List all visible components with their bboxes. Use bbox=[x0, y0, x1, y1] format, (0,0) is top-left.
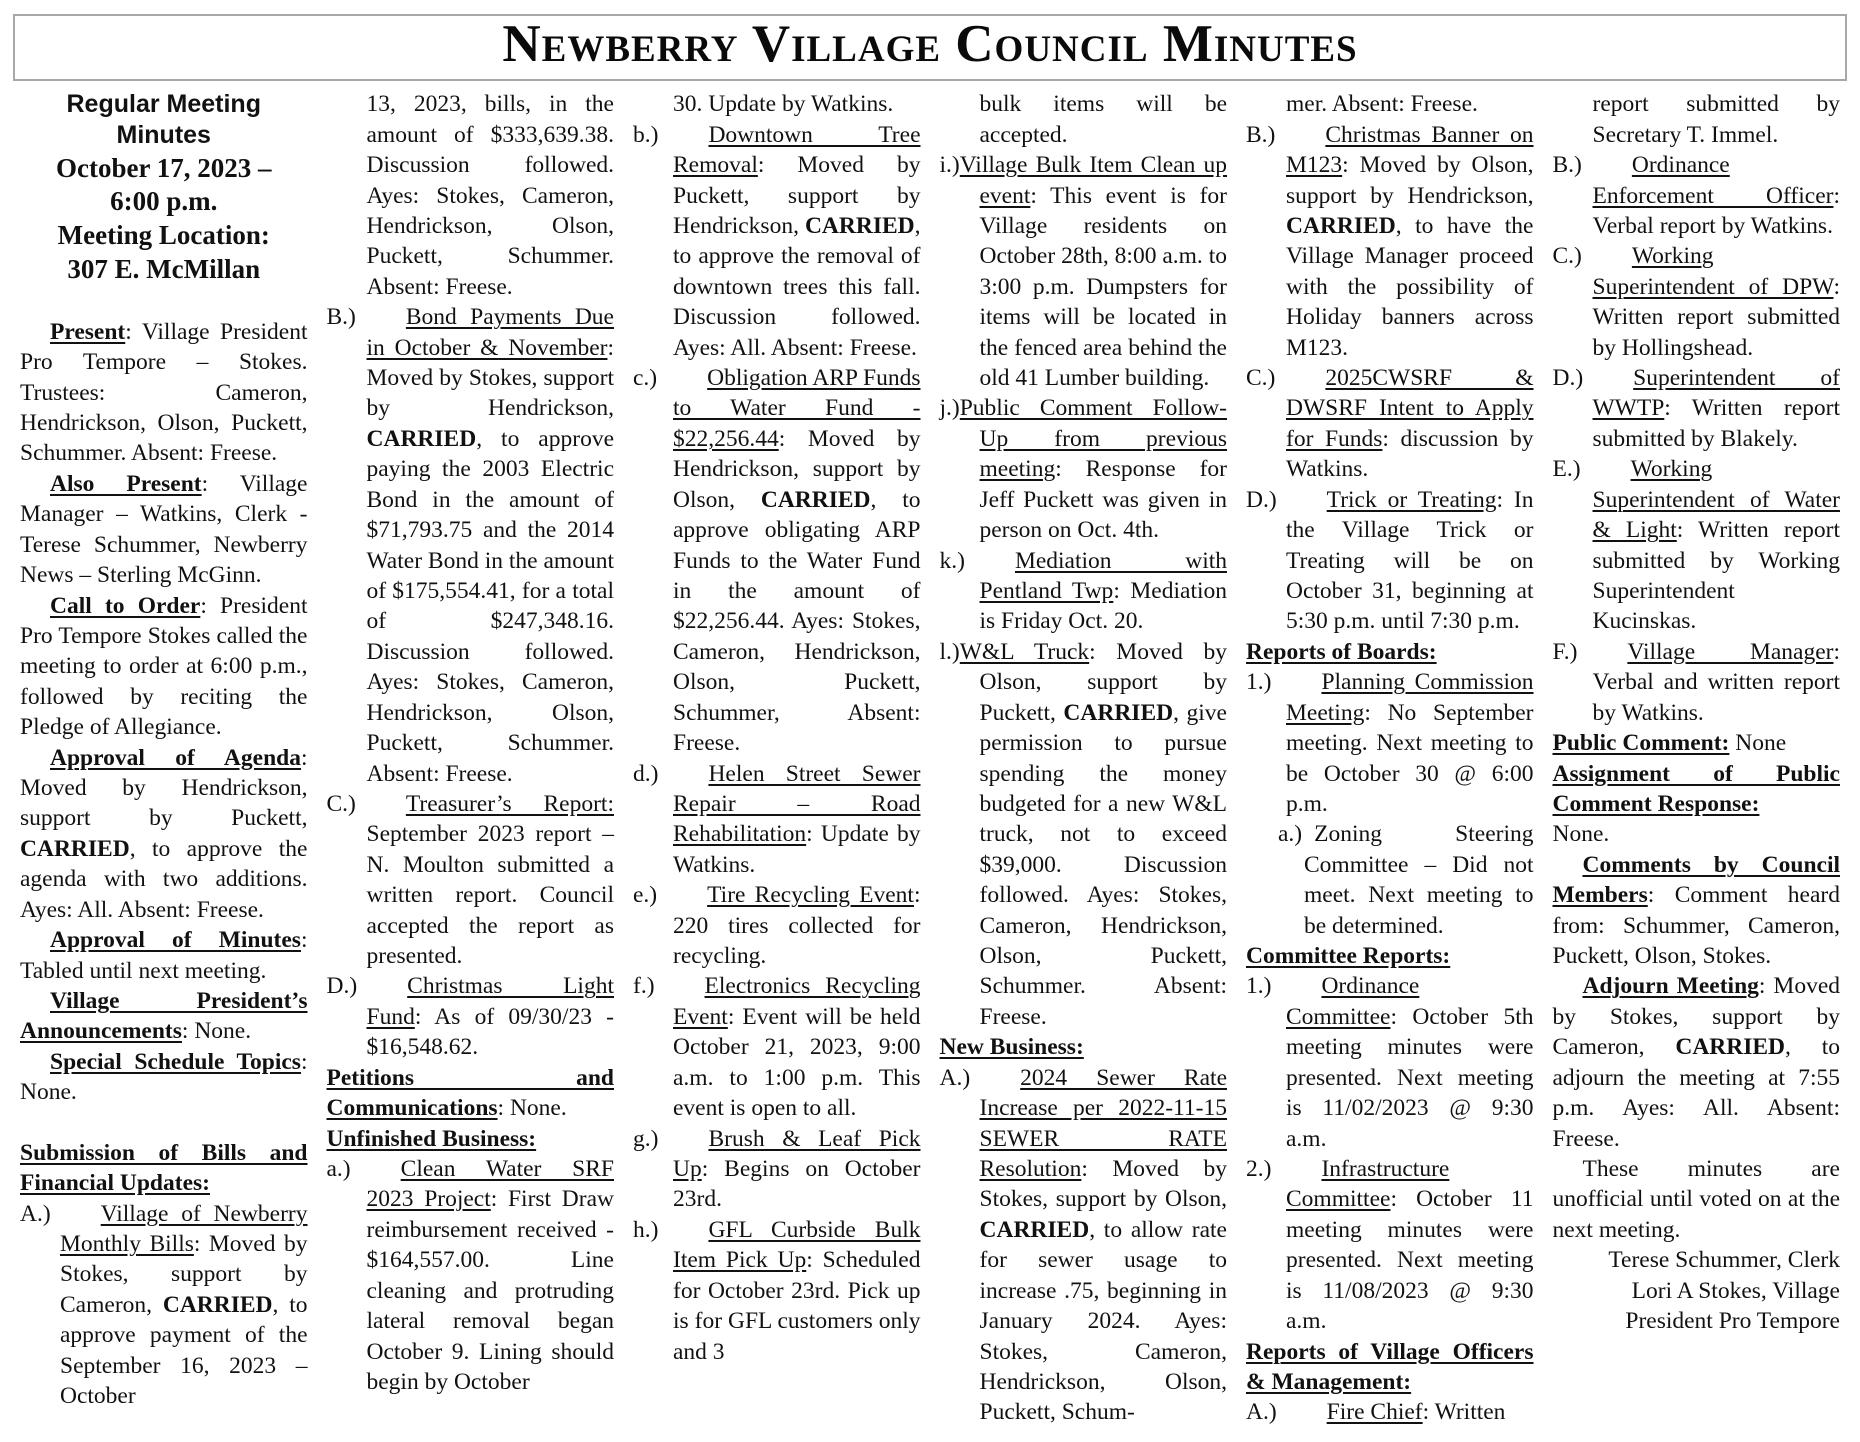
paragraph-continuation bbox=[327, 89, 615, 302]
underlined-text: 2024 Sewer Rate Increase per 2022-11-15 SEWER RATE Resolution bbox=[979, 1064, 1227, 1182]
text-run: : First Draw reimbursement received - $164,557.00. Line cleaning and protruding lateral removal began October 9. Lining should begin by October bbox=[366, 1186, 614, 1395]
underlined-text: GFL Curbside Bulk Item Pick Up bbox=[673, 1216, 921, 1274]
meeting-header bbox=[20, 89, 308, 287]
text-run: Lori A Stokes, Village President Pro Tempore bbox=[1625, 1277, 1840, 1335]
list-item bbox=[1553, 150, 1841, 241]
bold-text: CARRIED bbox=[1675, 1034, 1786, 1061]
text-run: : Scheduled for October 23rd. Pick up is for GFL customers only and 3 bbox=[673, 1247, 921, 1365]
paragraph bbox=[20, 986, 308, 1047]
paragraph-continuation bbox=[1246, 89, 1534, 119]
underlined-text: Unfinished Business: bbox=[326, 1125, 537, 1152]
list-item-label: 1.) bbox=[1246, 669, 1272, 696]
underlined-text: Reports of Boards: bbox=[1246, 638, 1437, 665]
list-item bbox=[327, 789, 615, 972]
meeting-header-line: Meeting Location: bbox=[57, 220, 270, 251]
list-item bbox=[1246, 819, 1534, 941]
text-run: report submitted by Secretary T. Immel. bbox=[1592, 91, 1840, 148]
list-item bbox=[327, 302, 615, 789]
underlined-text: Ordinance Committee bbox=[1286, 973, 1420, 1030]
underlined-text: Brush & Leaf Pick Up bbox=[673, 1125, 921, 1182]
underlined-text: Approval of Minutes bbox=[50, 927, 301, 954]
paragraph bbox=[1553, 819, 1841, 849]
underlined-text: Approval of Agenda bbox=[50, 744, 301, 771]
list-item bbox=[633, 759, 921, 881]
underlined-text: Public Comment Follow-Up from previous meeting bbox=[959, 395, 1227, 483]
section-heading bbox=[1246, 637, 1534, 667]
underlined-text: Comments by Council Members bbox=[1552, 851, 1840, 909]
underlined-text: Planning Commission Meeting bbox=[1286, 669, 1534, 726]
list-item-label: l.) bbox=[939, 638, 960, 665]
section-heading bbox=[1553, 728, 1841, 758]
meeting-header-line: 6:00 p.m. bbox=[110, 186, 218, 217]
spacer bbox=[20, 1108, 308, 1138]
text-run: , to approve the agenda with two additions. Ayes: All. Absent: Freese. bbox=[20, 835, 308, 923]
text-run: : In the Village Trick or Treating will be on October 31, beginning at 5:30 p.m. until 7:30 p.m. bbox=[1286, 486, 1534, 635]
column-4 bbox=[940, 89, 1228, 1428]
paragraph bbox=[1553, 1154, 1841, 1245]
list-item bbox=[1246, 120, 1534, 363]
underlined-text: Public Comment: bbox=[1552, 730, 1730, 757]
list-item bbox=[1246, 1154, 1534, 1337]
text-run: : Written report submitted by Blakely. bbox=[1592, 395, 1840, 452]
underlined-text: Village Manager bbox=[1627, 638, 1834, 665]
paragraph bbox=[20, 317, 308, 469]
list-item bbox=[327, 971, 615, 1062]
list-item bbox=[633, 363, 921, 758]
underlined-text: Assignment of Public Comment Response: bbox=[1552, 760, 1840, 817]
text-run: : Moved by Olson, support by Hendrickson, bbox=[1286, 152, 1534, 209]
list-item-label: f.) bbox=[633, 973, 655, 1000]
section-heading bbox=[1246, 1337, 1534, 1398]
underlined-text: Present bbox=[50, 318, 126, 345]
list-item-label: B.) bbox=[1552, 152, 1582, 179]
underlined-text: Call to Order bbox=[50, 592, 201, 619]
list-item bbox=[1553, 637, 1841, 728]
underlined-text: Electronics Recycling Event bbox=[673, 973, 921, 1030]
page-title: Newberry Village Council Minutes bbox=[502, 15, 1358, 73]
bold-text: CARRIED bbox=[1063, 699, 1174, 726]
text-run: : Village President Pro Tempore – Stokes. Trustees: Cameron, Hendrickson, Olson, Puckett, Schummer. Absent: Freese. bbox=[20, 318, 308, 467]
text-run: Zoning Steering Committee – Did not meet. Next meeting to be determined. bbox=[1304, 821, 1534, 939]
text-run: : Moved by Stokes, support by Hendrickson, bbox=[366, 334, 614, 422]
list-item bbox=[1246, 667, 1534, 819]
list-item bbox=[1553, 363, 1841, 454]
text-run: : Begins on October 23rd. bbox=[673, 1156, 921, 1213]
text-run: bulk items will be accepted. bbox=[979, 91, 1227, 148]
text-run: : As of 09/30/23 - $16,548.62. bbox=[366, 1003, 614, 1061]
list-item bbox=[327, 1154, 615, 1397]
underlined-text: Adjourn Meeting bbox=[1582, 973, 1759, 1000]
text-run: : Written report submitted by Working Superintendent Kucinskas. bbox=[1592, 517, 1840, 635]
text-run: : Tabled until next meeting. bbox=[20, 927, 308, 984]
text-run: : No September meeting. Next meeting to be October 30 @ 6:00 p.m. bbox=[1286, 699, 1534, 817]
section-heading bbox=[327, 1063, 615, 1124]
column-3 bbox=[633, 89, 921, 1367]
list-item-label: i.) bbox=[939, 152, 960, 179]
text-run: mer. Absent: Freese. bbox=[1286, 91, 1478, 118]
text-run: : Moved by Stokes, support by Olson, bbox=[979, 1156, 1227, 1213]
text-run: , to approve obligating ARP Funds to the Water Fund in the amount of $22,256.44. Ayes: Stokes, Cameron, Hendrickson, Olson, Puckett, Schummer, Absent: Freese. bbox=[673, 486, 921, 757]
paragraph bbox=[20, 743, 308, 926]
paragraph-continuation bbox=[940, 89, 1228, 150]
underlined-text: Christmas Banner on M123 bbox=[1286, 121, 1534, 179]
list-item-label: E.) bbox=[1552, 456, 1581, 483]
underlined-text: Committee Reports: bbox=[1246, 943, 1451, 970]
paragraph bbox=[20, 469, 308, 591]
text-run: : Comment heard from: Schummer, Cameron, Puckett, Olson, Stokes. bbox=[1552, 882, 1840, 970]
list-item bbox=[940, 637, 1228, 1032]
text-run: : 220 tires collected for recycling. bbox=[673, 882, 921, 970]
underlined-text: Village of Newberry Monthly Bills bbox=[60, 1200, 308, 1257]
list-item bbox=[940, 393, 1228, 545]
column-6 bbox=[1553, 89, 1841, 1336]
paragraph bbox=[20, 925, 308, 986]
text-run: , to allow rate for sewer usage to increase .75, beginning in January 2024. Ayes: Stokes, Cameron, Hendrickson, Olson, Puckett, Schum- bbox=[979, 1216, 1227, 1426]
list-item bbox=[940, 1063, 1228, 1428]
meeting-header-line: Minutes bbox=[116, 121, 211, 150]
signature-line bbox=[1553, 1276, 1841, 1337]
text-run: : Moved by Stokes, support by Cameron, bbox=[60, 1230, 308, 1318]
column-5 bbox=[1246, 89, 1534, 1428]
text-run: , to approve payment of the September 16, 2023 – October bbox=[60, 1291, 308, 1410]
underlined-text: Ordinance Enforcement Officer bbox=[1592, 152, 1834, 209]
text-run: None. bbox=[1552, 821, 1610, 848]
bold-text: CARRIED bbox=[1286, 212, 1396, 239]
text-run: : Moved by Stokes, support by Cameron, bbox=[1552, 973, 1841, 1061]
text-run: September 2023 report – N. Moulton submitted a written report. Council accepted the report as presented. bbox=[366, 821, 614, 970]
list-item-label: c.) bbox=[633, 365, 658, 392]
underlined-text: Special Schedule Topics bbox=[50, 1048, 301, 1075]
text-run: : Written report submitted by Hollingshead. bbox=[1592, 273, 1840, 361]
list-item bbox=[1246, 485, 1534, 637]
spacer bbox=[20, 287, 308, 317]
minutes-columns bbox=[0, 89, 1860, 1428]
list-item bbox=[1246, 1397, 1534, 1427]
list-item-label: a.) bbox=[326, 1156, 351, 1182]
list-item bbox=[633, 120, 921, 363]
text-run: These minutes are unofficial until voted on at the next meeting. bbox=[1552, 1156, 1840, 1243]
paragraph bbox=[20, 591, 308, 743]
section-heading bbox=[20, 1138, 308, 1199]
underlined-text: Mediation with Pentland Twp bbox=[979, 547, 1227, 604]
underlined-text: W&L Truck bbox=[959, 638, 1090, 665]
underlined-text: 2025CWSRF & DWSRF Intent to Apply for Funds bbox=[1286, 365, 1534, 452]
underlined-text: Helen Street Sewer Repair – Road Rehabilitation bbox=[673, 760, 921, 848]
text-run: : Verbal report by Watkins. bbox=[1592, 182, 1840, 239]
underlined-text: Working Superintendent of DPW bbox=[1592, 243, 1834, 300]
text-run: : October 5th meeting minutes were presented. Next meeting is 11/02/2023 @ 9:30 a.m. bbox=[1286, 1003, 1534, 1152]
underlined-text: Bond Payments Due in October & November bbox=[366, 304, 614, 361]
underlined-text: Christmas Light Fund bbox=[366, 973, 614, 1030]
underlined-text: Village Bulk Item Clean up event bbox=[959, 152, 1227, 209]
text-run: Terese Schummer, Clerk bbox=[1608, 1247, 1840, 1274]
list-item-label: k.) bbox=[939, 547, 965, 574]
list-item bbox=[1246, 363, 1534, 485]
list-item bbox=[940, 546, 1228, 637]
text-run: : Update by Watkins. bbox=[673, 821, 921, 878]
list-item bbox=[633, 1215, 921, 1367]
text-run: : Moved by Olson, support by Puckett, bbox=[979, 638, 1227, 726]
text-run: , to adjourn the meeting at 7:55 p.m. Ayes: All. Absent: Freese. bbox=[1552, 1034, 1841, 1152]
list-item bbox=[633, 880, 921, 971]
underlined-text: Treasurer’s Report: bbox=[405, 790, 614, 817]
title-box bbox=[13, 14, 1847, 81]
text-run: : This event is for Village residents on October 28th, 8:00 a.m. to 3:00 p.m. Dumpsters for items will be located in the fenced area behind the old 41 Lumber building. bbox=[979, 182, 1227, 392]
text-run: : Moved by Puckett, support by Hendrickson, bbox=[673, 152, 921, 239]
list-item bbox=[1553, 454, 1841, 637]
text-run: 30. Update by Watkins. bbox=[673, 91, 894, 118]
bold-text: CARRIED bbox=[366, 425, 477, 452]
section-heading bbox=[940, 1032, 1228, 1062]
text-run: : President Pro Tempore Stokes called the meeting to order at 6:00 p.m., followed by reciting the Pledge of Allegiance. bbox=[20, 592, 308, 741]
list-item-label: C.) bbox=[1246, 365, 1276, 392]
list-item-label: b.) bbox=[633, 121, 659, 148]
underlined-text: Downtown Tree Removal bbox=[673, 121, 921, 179]
list-item bbox=[1246, 971, 1534, 1154]
text-run: : None. bbox=[181, 1018, 252, 1045]
list-item bbox=[1553, 241, 1841, 363]
signature-line bbox=[1553, 1245, 1841, 1275]
underlined-text: Working Superintendent of Water & Light bbox=[1592, 456, 1840, 544]
list-item bbox=[633, 971, 921, 1123]
list-item-label: a.) bbox=[1278, 821, 1303, 848]
meeting-header-line: 307 E. McMillan bbox=[67, 253, 261, 284]
bold-text: CARRIED bbox=[804, 212, 915, 239]
list-item-label: e.) bbox=[633, 882, 658, 909]
bold-text: CARRIED bbox=[162, 1291, 273, 1318]
underlined-text: Obligation ARP Funds to Water Fund - $22,256.44 bbox=[673, 365, 921, 452]
text-run: , to have the Village Manager proceed with the possibility of Holiday banners across M123. bbox=[1286, 212, 1534, 361]
column-2 bbox=[327, 89, 615, 1397]
list-item bbox=[940, 150, 1228, 393]
list-item bbox=[20, 1199, 308, 1412]
minutes-page bbox=[0, 14, 1860, 1442]
text-run: : discussion by Watkins. bbox=[1286, 425, 1534, 483]
underlined-text: Fire Chief bbox=[1326, 1399, 1423, 1426]
text-run: : Mediation is Friday Oct. 20. bbox=[979, 577, 1227, 635]
list-item bbox=[633, 1124, 921, 1215]
list-item-label: D.) bbox=[326, 973, 358, 1000]
list-item-label: B.) bbox=[1246, 121, 1276, 148]
text-run: : Event will be held October 21, 2023, 9:00 a.m. to 1:00 p.m. This event is open to all. bbox=[673, 1003, 921, 1122]
list-item-label: 2.) bbox=[1246, 1156, 1272, 1182]
underlined-text: New Business: bbox=[939, 1034, 1084, 1061]
bold-text: CARRIED bbox=[979, 1216, 1090, 1243]
text-run: None bbox=[1729, 730, 1787, 757]
paragraph-continuation bbox=[1553, 89, 1841, 150]
text-run: : Written bbox=[1422, 1399, 1506, 1426]
meeting-header-line: October 17, 2023 – bbox=[56, 152, 272, 183]
bold-text: CARRIED bbox=[20, 835, 130, 862]
text-run: , to approve the removal of downtown trees this fall. Discussion followed. Ayes: All. Absent: Freese. bbox=[673, 212, 921, 361]
section-heading bbox=[327, 1124, 615, 1154]
underlined-text: Tire Recycling Event bbox=[707, 882, 914, 909]
list-item-label: B.) bbox=[326, 304, 356, 331]
list-item-label: 1.) bbox=[1246, 973, 1272, 1000]
text-run: , to approve paying the 2003 Electric Bond in the amount of $71,793.75 and the 2014 Water Bond in the amount of $175,554.41, for a total of $247,348.16. Discussion followed. Ayes: Stokes, Cameron, Hendrickson, Olson, Puckett, Schummer. Absent: Freese. bbox=[366, 425, 614, 787]
column-1 bbox=[20, 89, 308, 1411]
list-item-label: F.) bbox=[1552, 638, 1578, 665]
paragraph bbox=[1553, 850, 1841, 972]
list-item-label: C.) bbox=[1552, 243, 1582, 270]
underlined-text: Petitions and Communications bbox=[326, 1064, 614, 1122]
meeting-header-line: Regular Meeting bbox=[66, 90, 261, 119]
bold-text: CARRIED bbox=[760, 486, 871, 513]
text-run: 13, 2023, bills, in the amount of $333,639.38. Discussion followed. Ayes: Stokes, Cameron, Hendrickson, Olson, Puckett, Schummer. Absent: Freese. bbox=[366, 91, 614, 300]
underlined-text: Superintendent of WWTP bbox=[1592, 365, 1840, 422]
underlined-text: Infrastructure Committee bbox=[1286, 1156, 1450, 1213]
text-run: : None. bbox=[20, 1048, 308, 1106]
text-run: : Response for Jeff Puckett was given in person on Oct. 4th. bbox=[979, 456, 1227, 544]
text-run: , give permission to pursue spending the money budgeted for a new W&L truck, not to exceed $39,000. Discussion followed. Ayes: Stokes, Cameron, Hendrickson, Olson, Puckett, Schummer. Absent: Freese. bbox=[979, 699, 1227, 1030]
list-item-label: j.) bbox=[939, 395, 960, 422]
list-item-label: D.) bbox=[1552, 365, 1584, 392]
paragraph bbox=[1553, 971, 1841, 1154]
text-run: : None. bbox=[497, 1095, 567, 1122]
text-run: : Village Manager – Watkins, Clerk - Terese Schummer, Newberry News – Sterling McGinn. bbox=[20, 470, 308, 589]
text-run: : Moved by Hendrickson, support by Puckett, bbox=[20, 744, 308, 832]
list-item-label: A.) bbox=[939, 1064, 971, 1091]
text-run: : October 11 meeting minutes were presented. Next meeting is 11/08/2023 @ 9:30 a.m. bbox=[1286, 1186, 1534, 1335]
list-item-label: A.) bbox=[20, 1200, 51, 1227]
section-heading bbox=[1553, 759, 1841, 820]
text-run: : Moved by Hendrickson, support by Olson, bbox=[673, 425, 921, 513]
underlined-text: Reports of Village Officers & Management: bbox=[1246, 1338, 1534, 1395]
underlined-text: Clean Water SRF 2023 Project bbox=[366, 1156, 614, 1213]
list-item-label: D.) bbox=[1246, 486, 1277, 513]
paragraph-continuation bbox=[633, 89, 921, 119]
text-run: : Verbal and written report by Watkins. bbox=[1592, 638, 1840, 726]
underlined-text: Submission of Bills and Financial Updates: bbox=[20, 1139, 308, 1197]
list-item-label: g.) bbox=[633, 1125, 659, 1152]
list-item-label: A.) bbox=[1246, 1399, 1277, 1426]
list-item-label: h.) bbox=[633, 1216, 659, 1243]
list-item-label: d.) bbox=[633, 760, 659, 787]
underlined-text: Also Present bbox=[50, 470, 202, 497]
underlined-text: Trick or Treating bbox=[1326, 486, 1497, 513]
section-heading bbox=[1246, 941, 1534, 971]
list-item-label: C.) bbox=[326, 790, 356, 817]
underlined-text: Village President’s Announcements bbox=[20, 988, 308, 1045]
paragraph bbox=[20, 1047, 308, 1108]
